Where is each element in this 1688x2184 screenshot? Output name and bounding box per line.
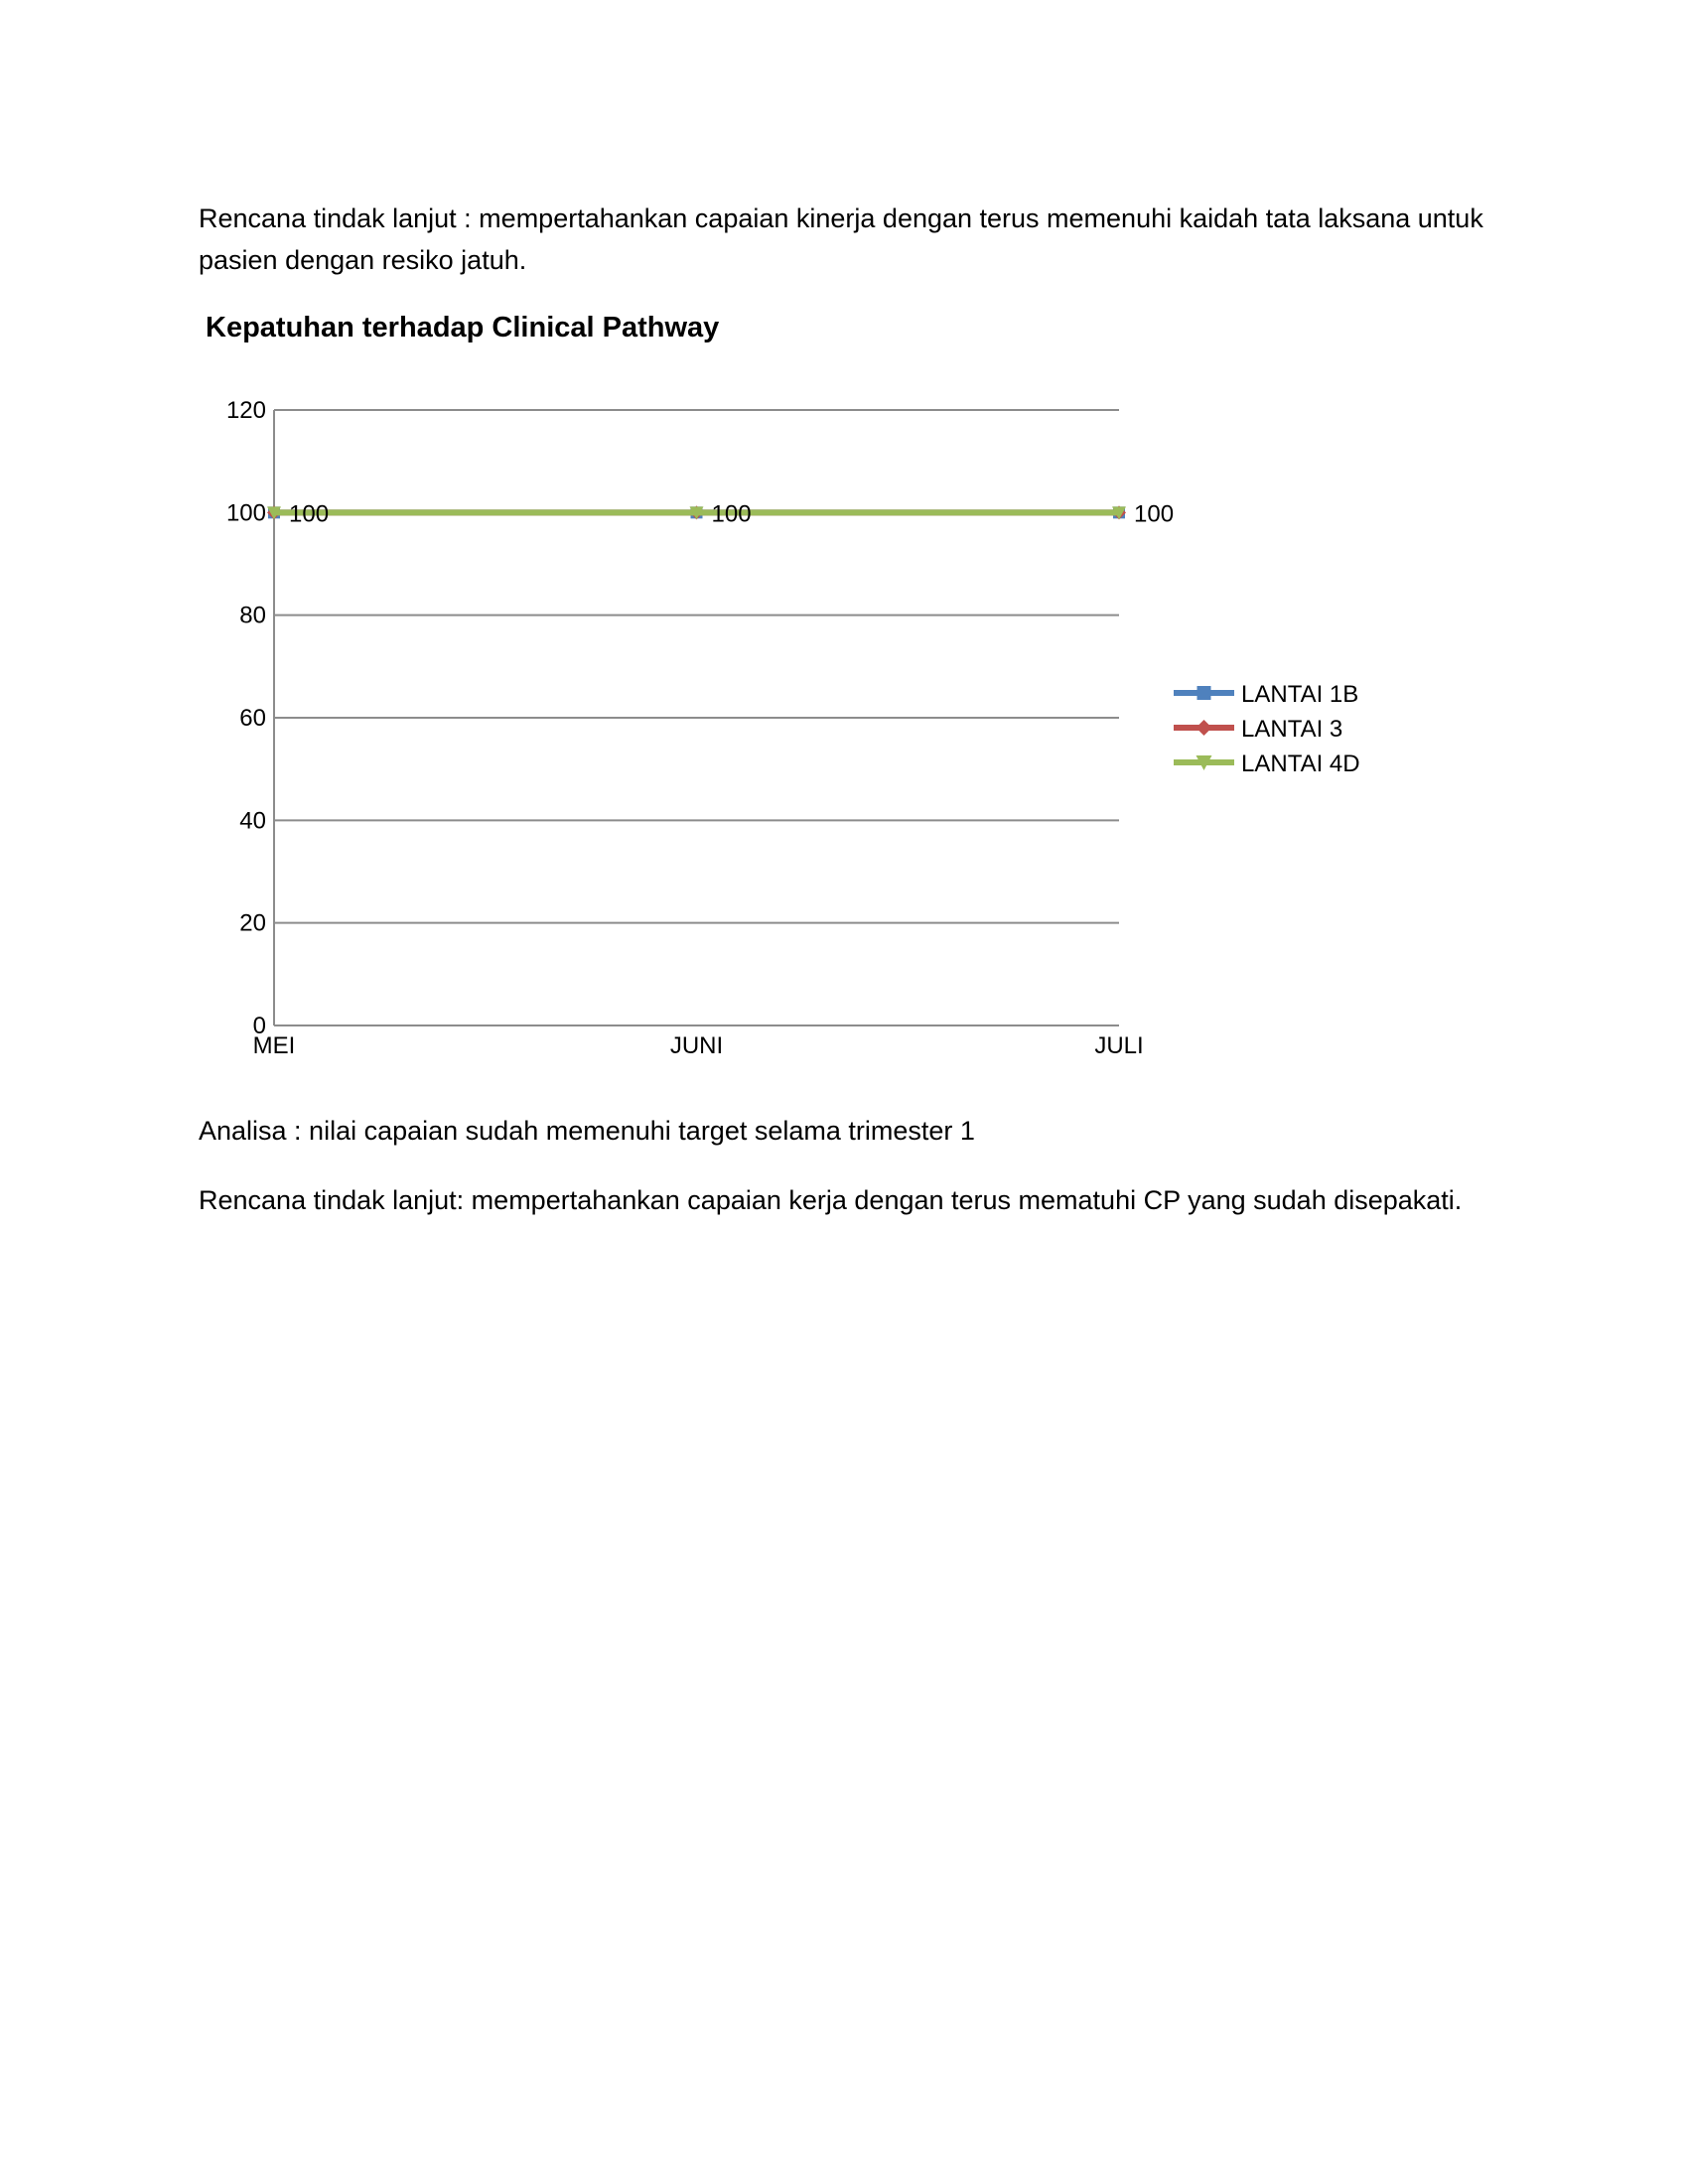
data-label-juni: 100 (711, 500, 752, 528)
legend-label-lantai-4d: LANTAI 4D (1241, 751, 1360, 777)
y-tick-label-0: 0 (252, 1013, 266, 1039)
data-label-mei: 100 (289, 500, 330, 528)
analysis-paragraph: Analisa : nilai capaian sudah memenuhi target selama trimester 1 (199, 1116, 975, 1146)
y-tick-label-120: 120 (225, 397, 266, 424)
legend-marker-lantai-1b (1197, 686, 1211, 700)
follow-up-plan-paragraph-1: Rencana tindak lanjut : mempertahankan capaian kinerja dengan terus memenuhi kaidah tata laksana untuk pasien dengan resiko jatuh. (199, 204, 1483, 275)
y-tick-label-60: 60 (239, 705, 266, 732)
y-tick-label-100: 100 (225, 499, 266, 527)
legend-label-lantai-1b: LANTAI 1B (1241, 681, 1359, 708)
x-tick-label-mei: MEI (252, 1032, 296, 1059)
y-tick-label-20: 20 (239, 909, 266, 937)
legend-marker-lantai-3 (1196, 720, 1212, 736)
y-tick-label-80: 80 (239, 602, 266, 629)
x-tick-label-juni: JUNI (669, 1032, 724, 1059)
x-tick-label-juli: JULI (1094, 1032, 1144, 1059)
legend-label-lantai-3: LANTAI 3 (1241, 716, 1343, 743)
follow-up-plan-paragraph-2: Rencana tindak lanjut: mempertahankan capaian kerja dengan terus mematuhi CP yang sudah disepakati. (199, 1185, 1463, 1215)
chart-title: Kepatuhan terhadap Clinical Pathway (206, 312, 720, 343)
y-tick-label-40: 40 (239, 807, 266, 835)
data-label-juli: 100 (1134, 500, 1175, 528)
